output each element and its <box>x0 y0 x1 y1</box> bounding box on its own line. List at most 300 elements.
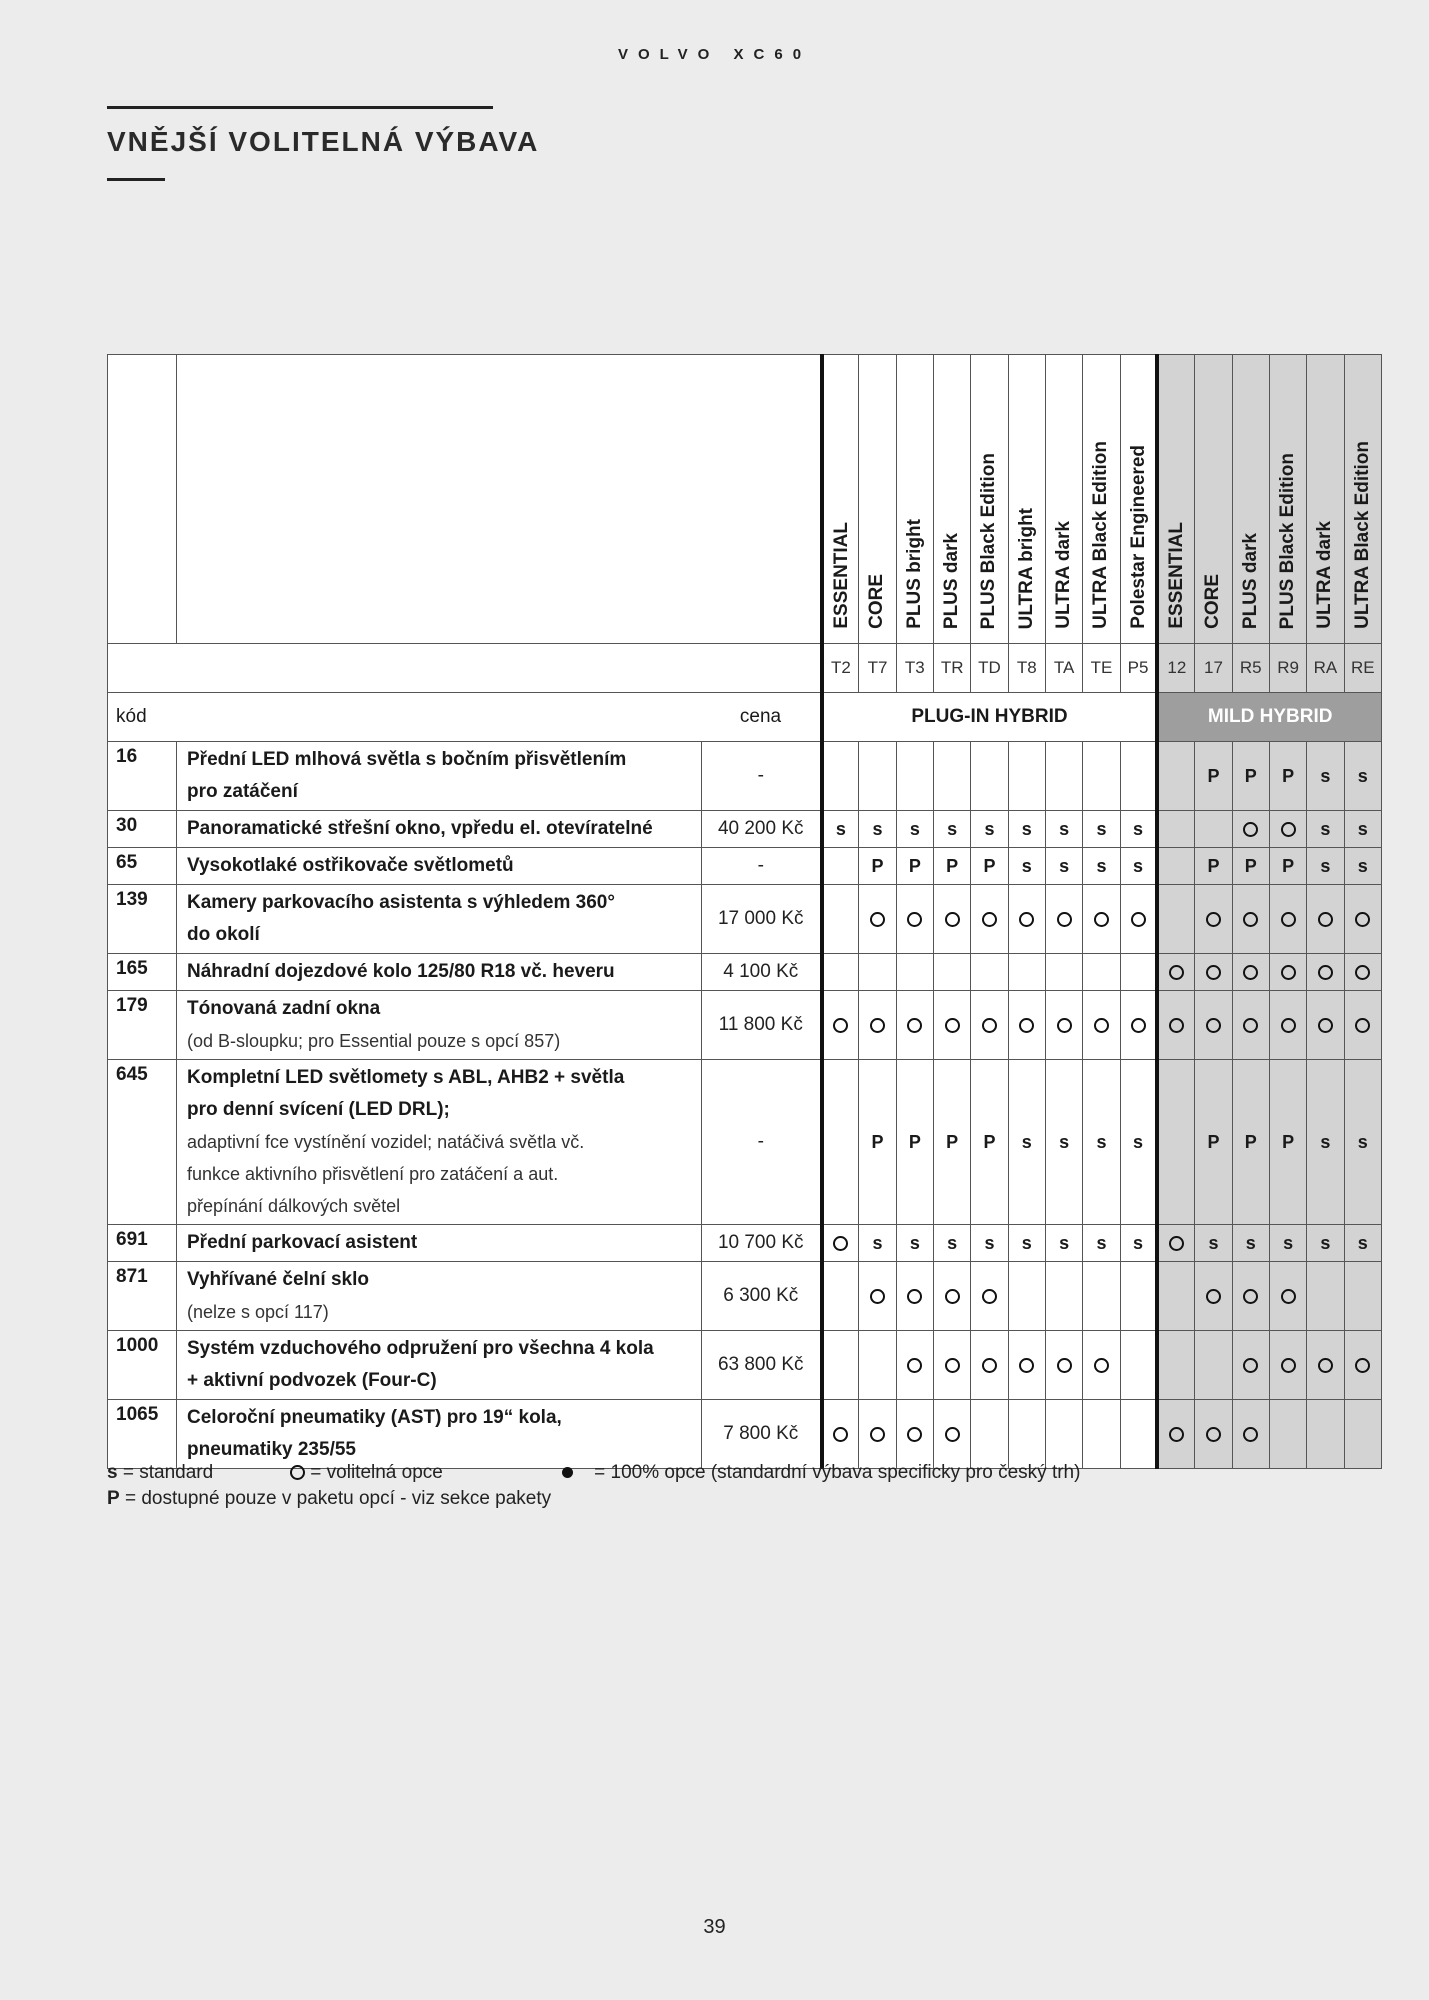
trim-name: ULTRA Black Edition <box>1351 441 1373 629</box>
option-circle-icon <box>1094 1018 1109 1033</box>
availability-cell <box>1083 885 1120 954</box>
option-circle-icon <box>1243 912 1258 927</box>
option-circle-icon <box>907 1018 922 1033</box>
availability-cell <box>1008 991 1045 1060</box>
availability-mark: P <box>1195 848 1232 885</box>
availability-empty <box>971 954 1008 991</box>
availability-mark: s <box>1045 811 1082 848</box>
option-circle-icon <box>290 1465 305 1480</box>
availability-mark: s <box>896 1225 933 1262</box>
availability-mark: s <box>1083 811 1120 848</box>
availability-mark: s <box>971 1225 1008 1262</box>
trim-code: TD <box>971 644 1008 693</box>
availability-empty <box>1083 1400 1120 1469</box>
table-row <box>108 1400 1382 1469</box>
availability-empty <box>1083 742 1120 811</box>
description-line: Systém vzduchového odpružení pro všechna 4 kola <box>187 1338 654 1359</box>
group-mild-hybrid: MILD HYBRID <box>1157 693 1381 742</box>
availability-cell <box>859 885 896 954</box>
description-line: Tónovaná zadní okna <box>187 998 381 1019</box>
trim-code: 17 <box>1195 644 1232 693</box>
description-line: Vysokotlaké ostřikovače světlometů <box>187 855 514 876</box>
availability-cell <box>1269 991 1306 1060</box>
availability-cell <box>933 885 970 954</box>
availability-mark: s <box>859 811 896 848</box>
availability-empty <box>1008 1262 1045 1331</box>
legend-p-text: = dostupné pouze v paketu opcí - viz sekce pakety <box>124 1488 552 1509</box>
availability-cell <box>971 1331 1008 1400</box>
trim-header-11 <box>1232 355 1269 644</box>
availability-mark: s <box>1195 1225 1232 1262</box>
availability-cell <box>1269 1262 1306 1331</box>
trim-code: RE <box>1344 644 1381 693</box>
option-description <box>177 1400 702 1469</box>
option-circle-icon <box>1281 822 1296 837</box>
availability-cell <box>933 1262 970 1331</box>
description-line: Přední LED mlhová světla s bočním přisvětlením <box>187 749 627 770</box>
option-circle-icon <box>1243 1289 1258 1304</box>
availability-cell <box>822 1400 859 1469</box>
option-circle-icon <box>1169 1018 1184 1033</box>
option-circle-icon <box>1281 912 1296 927</box>
description-line: funkce aktivního přisvětlení pro zatáčení a aut. <box>187 1164 559 1184</box>
availability-empty <box>822 848 859 885</box>
availability-empty <box>971 742 1008 811</box>
legend-dot-text: = 100% opce (standardní výbava specificky pro český trh) <box>594 1462 1081 1483</box>
availability-cell <box>1344 991 1381 1060</box>
availability-empty <box>971 1400 1008 1469</box>
availability-cell <box>859 1262 896 1331</box>
option-circle-icon <box>907 1427 922 1442</box>
availability-empty <box>1008 954 1045 991</box>
option-circle-icon <box>833 1427 848 1442</box>
availability-cell <box>1307 991 1344 1060</box>
availability-mark: P <box>859 1060 896 1225</box>
option-description <box>177 1060 702 1225</box>
title-underline <box>107 178 165 181</box>
option-circle-icon <box>1206 1289 1221 1304</box>
availability-cell <box>1232 885 1269 954</box>
trim-header-8 <box>1120 355 1157 644</box>
header-blank-code <box>108 355 177 644</box>
option-circle-icon <box>1169 965 1184 980</box>
availability-mark: s <box>1344 1225 1381 1262</box>
availability-empty <box>1008 1400 1045 1469</box>
availability-mark: P <box>1269 848 1306 885</box>
option-circle-icon <box>1281 1358 1296 1373</box>
option-circle-icon <box>1094 912 1109 927</box>
option-price: 11 800 Kč <box>702 991 822 1060</box>
trim-code: R9 <box>1269 644 1306 693</box>
availability-mark: P <box>1232 848 1269 885</box>
option-code: 645 <box>108 1060 177 1225</box>
option-circle-icon <box>1131 912 1146 927</box>
option-circle-icon <box>1206 1018 1221 1033</box>
availability-mark: P <box>1232 742 1269 811</box>
availability-empty <box>896 954 933 991</box>
availability-empty <box>1120 1262 1157 1331</box>
option-circle-icon <box>833 1236 848 1251</box>
availability-empty <box>1157 1331 1194 1400</box>
availability-cell <box>1120 885 1157 954</box>
option-code: 1065 <box>108 1400 177 1469</box>
availability-empty <box>1157 1060 1194 1225</box>
trim-header-2 <box>896 355 933 644</box>
legend-s-text: = standard <box>122 1462 214 1483</box>
description-line: pneumatiky 235/55 <box>187 1439 356 1460</box>
availability-mark: s <box>1344 811 1381 848</box>
availability-cell <box>1083 991 1120 1060</box>
trim-header-5 <box>1008 355 1045 644</box>
option-price: 7 800 Kč <box>702 1400 822 1469</box>
option-circle-icon <box>1318 1358 1333 1373</box>
legend-p-key: P <box>107 1488 120 1509</box>
availability-mark: s <box>1008 1060 1045 1225</box>
availability-mark: s <box>1083 1225 1120 1262</box>
availability-empty <box>1083 954 1120 991</box>
availability-cell <box>1045 1331 1082 1400</box>
trim-header-12 <box>1269 355 1306 644</box>
page-number: 39 <box>703 1916 726 1938</box>
top-rule <box>107 106 493 109</box>
table-row <box>108 1060 1382 1225</box>
availability-empty <box>1157 742 1194 811</box>
trim-header-10 <box>1195 355 1232 644</box>
option-description <box>177 1225 702 1262</box>
option-circle-icon <box>945 1358 960 1373</box>
option-circle-icon <box>870 912 885 927</box>
option-circle-icon <box>945 1289 960 1304</box>
trim-name: PLUS Black Edition <box>1277 452 1299 629</box>
option-description <box>177 811 702 848</box>
option-circle-icon <box>982 1358 997 1373</box>
availability-mark: s <box>933 1225 970 1262</box>
trim-header-14 <box>1344 355 1381 644</box>
page-title: VNĚJŠÍ VOLITELNÁ VÝBAVA <box>107 126 540 157</box>
availability-cell <box>1157 991 1194 1060</box>
description-line: (od B-sloupku; pro Essential pouze s opcí 857) <box>187 1031 561 1051</box>
availability-mark: s <box>1008 848 1045 885</box>
kod-label: kód <box>116 706 147 727</box>
trim-name: ULTRA dark <box>1053 521 1075 629</box>
trim-header-4 <box>971 355 1008 644</box>
availability-empty <box>1269 1400 1306 1469</box>
option-circle-icon <box>1355 965 1370 980</box>
trim-name: ULTRA Black Edition <box>1090 441 1112 629</box>
trim-name: PLUS bright <box>903 519 925 629</box>
availability-cell <box>1195 991 1232 1060</box>
availability-cell <box>1269 811 1306 848</box>
cena-header-cell <box>702 693 822 742</box>
availability-cell <box>971 1262 1008 1331</box>
availability-empty <box>1307 1400 1344 1469</box>
availability-empty <box>1120 1331 1157 1400</box>
option-description <box>177 991 702 1060</box>
availability-mark: P <box>971 1060 1008 1225</box>
table-row <box>108 1262 1382 1331</box>
trim-header-3 <box>933 355 970 644</box>
availability-mark: s <box>1307 1225 1344 1262</box>
availability-empty <box>1120 954 1157 991</box>
availability-mark: P <box>933 848 970 885</box>
trim-header-9 <box>1157 355 1194 644</box>
table-row <box>108 991 1382 1060</box>
availability-cell <box>1232 811 1269 848</box>
option-code: 16 <box>108 742 177 811</box>
trim-name: ESSENTIAL <box>830 522 852 629</box>
availability-empty <box>1157 1262 1194 1331</box>
option-code: 139 <box>108 885 177 954</box>
availability-mark: s <box>933 811 970 848</box>
availability-mark: P <box>1269 1060 1306 1225</box>
availability-empty <box>1157 848 1194 885</box>
availability-cell <box>896 1331 933 1400</box>
availability-cell <box>1083 1331 1120 1400</box>
availability-cell <box>896 991 933 1060</box>
availability-empty <box>1307 1262 1344 1331</box>
description-line: Přední parkovací asistent <box>187 1232 418 1253</box>
table-row <box>108 954 1382 991</box>
option-circle-icon <box>1355 1358 1370 1373</box>
description-line: přepínání dálkových světel <box>187 1196 401 1216</box>
trim-code: TR <box>933 644 970 693</box>
availability-mark: s <box>1083 848 1120 885</box>
availability-cell <box>1232 991 1269 1060</box>
header-blank-desc <box>177 355 822 644</box>
option-circle-icon <box>1243 965 1258 980</box>
availability-empty <box>822 954 859 991</box>
option-code: 165 <box>108 954 177 991</box>
option-circle-icon <box>1057 1358 1072 1373</box>
availability-mark: P <box>1232 1060 1269 1225</box>
availability-empty <box>933 742 970 811</box>
availability-cell <box>1307 954 1344 991</box>
availability-empty <box>933 954 970 991</box>
availability-empty <box>896 742 933 811</box>
description-line: pro zatáčení <box>187 781 298 802</box>
availability-cell <box>1045 885 1082 954</box>
trim-name: PLUS dark <box>941 532 963 629</box>
option-circle-icon <box>982 1289 997 1304</box>
availability-empty <box>859 742 896 811</box>
description-line: Panoramatické střešní okno, vpředu el. otevíratelné <box>187 818 653 839</box>
availability-empty <box>822 1060 859 1225</box>
option-circle-icon <box>1206 965 1221 980</box>
availability-mark: s <box>1232 1225 1269 1262</box>
availability-cell <box>1269 1331 1306 1400</box>
group-plug-in-hybrid: PLUG-IN HYBRID <box>822 693 1158 742</box>
table-row <box>108 811 1382 848</box>
availability-empty <box>1045 1400 1082 1469</box>
option-circle-icon <box>1057 912 1072 927</box>
availability-cell <box>822 1225 859 1262</box>
availability-empty <box>1157 811 1194 848</box>
kod-header-cell <box>108 693 702 742</box>
availability-cell <box>933 1331 970 1400</box>
availability-empty <box>859 954 896 991</box>
option-circle-icon <box>1057 1018 1072 1033</box>
availability-mark: s <box>1083 1060 1120 1225</box>
availability-cell <box>1008 885 1045 954</box>
availability-cell <box>1045 991 1082 1060</box>
option-circle-icon <box>870 1289 885 1304</box>
brand-header: VOLVO XC60 <box>617 46 812 63</box>
trim-header-1 <box>859 355 896 644</box>
full-dot-icon <box>562 1467 573 1478</box>
availability-cell <box>1232 954 1269 991</box>
availability-empty <box>822 1331 859 1400</box>
option-circle-icon <box>907 1358 922 1373</box>
description-line: + aktivní podvozek (Four-C) <box>187 1370 437 1391</box>
table-row <box>108 742 1382 811</box>
availability-empty <box>1120 742 1157 811</box>
trim-code: T8 <box>1008 644 1045 693</box>
option-circle-icon <box>870 1427 885 1442</box>
availability-cell <box>971 991 1008 1060</box>
availability-empty <box>1083 1262 1120 1331</box>
availability-cell <box>933 991 970 1060</box>
option-circle-icon <box>945 912 960 927</box>
option-circle-icon <box>1243 1358 1258 1373</box>
option-code: 65 <box>108 848 177 885</box>
legend-o-text: = volitelná opce <box>310 1462 443 1483</box>
availability-cell <box>971 885 1008 954</box>
option-price: 4 100 Kč <box>702 954 822 991</box>
availability-cell <box>1232 1262 1269 1331</box>
availability-mark: s <box>1307 1060 1344 1225</box>
trim-header-7 <box>1083 355 1120 644</box>
option-description <box>177 885 702 954</box>
trim-name: CORE <box>1202 574 1224 629</box>
table-row <box>108 1225 1382 1262</box>
option-circle-icon <box>1169 1236 1184 1251</box>
option-price: 6 300 Kč <box>702 1262 822 1331</box>
availability-cell <box>1120 991 1157 1060</box>
availability-cell <box>1008 1331 1045 1400</box>
option-circle-icon <box>1355 912 1370 927</box>
legend-s-key: s <box>107 1462 118 1483</box>
option-price: 63 800 Kč <box>702 1331 822 1400</box>
availability-cell <box>1269 885 1306 954</box>
availability-mark: s <box>1344 848 1381 885</box>
options-table <box>107 354 1382 1469</box>
availability-cell <box>896 885 933 954</box>
availability-mark: P <box>933 1060 970 1225</box>
option-circle-icon <box>982 1018 997 1033</box>
option-code: 1000 <box>108 1331 177 1400</box>
trim-name: ULTRA dark <box>1314 521 1336 629</box>
trim-code: TA <box>1045 644 1082 693</box>
availability-empty <box>1195 811 1232 848</box>
option-circle-icon <box>1318 912 1333 927</box>
trim-header-6 <box>1045 355 1082 644</box>
option-circle-icon <box>1243 822 1258 837</box>
trim-header-13 <box>1307 355 1344 644</box>
availability-cell <box>1195 1400 1232 1469</box>
availability-cell <box>933 1400 970 1469</box>
availability-mark: s <box>1344 742 1381 811</box>
availability-cell <box>1344 954 1381 991</box>
table-row <box>108 1331 1382 1400</box>
availability-mark: s <box>1045 1225 1082 1262</box>
option-price: 17 000 Kč <box>702 885 822 954</box>
option-circle-icon <box>870 1018 885 1033</box>
cena-label: cena <box>739 706 782 727</box>
availability-empty <box>822 742 859 811</box>
option-circle-icon <box>1094 1358 1109 1373</box>
availability-mark: P <box>896 1060 933 1225</box>
availability-mark: s <box>1269 1225 1306 1262</box>
availability-cell <box>859 991 896 1060</box>
availability-cell <box>1195 954 1232 991</box>
trim-code: R5 <box>1232 644 1269 693</box>
availability-mark: s <box>1120 811 1157 848</box>
availability-empty <box>1195 1331 1232 1400</box>
availability-mark: s <box>1120 848 1157 885</box>
table-row <box>108 848 1382 885</box>
description-line: Celoroční pneumatiky (AST) pro 19“ kola, <box>187 1407 562 1428</box>
availability-cell <box>822 991 859 1060</box>
availability-mark: s <box>971 811 1008 848</box>
trim-name: ESSENTIAL <box>1166 522 1188 629</box>
option-circle-icon <box>1281 965 1296 980</box>
availability-mark: s <box>1008 1225 1045 1262</box>
availability-empty <box>1344 1400 1381 1469</box>
trim-name: CORE <box>866 574 888 629</box>
availability-mark: s <box>1045 848 1082 885</box>
option-description <box>177 954 702 991</box>
trim-name: PLUS Black Edition <box>978 452 1000 629</box>
option-circle-icon <box>1281 1018 1296 1033</box>
option-circle-icon <box>982 912 997 927</box>
option-circle-icon <box>1206 1427 1221 1442</box>
option-code: 179 <box>108 991 177 1060</box>
availability-mark: P <box>1269 742 1306 811</box>
option-description <box>177 1262 702 1331</box>
option-price: - <box>702 848 822 885</box>
option-description <box>177 1331 702 1400</box>
option-circle-icon <box>945 1427 960 1442</box>
option-circle-icon <box>1206 912 1221 927</box>
availability-cell <box>1307 885 1344 954</box>
availability-mark: s <box>896 811 933 848</box>
availability-mark: s <box>1008 811 1045 848</box>
description-line: pro denní svícení (LED DRL); <box>187 1099 450 1120</box>
availability-mark: P <box>1195 1060 1232 1225</box>
availability-mark: P <box>971 848 1008 885</box>
option-circle-icon <box>1281 1289 1296 1304</box>
availability-cell <box>1344 1331 1381 1400</box>
availability-mark: s <box>1307 848 1344 885</box>
option-circle-icon <box>1318 1018 1333 1033</box>
description-line: (nelze s opcí 117) <box>187 1302 329 1322</box>
option-circle-icon <box>833 1018 848 1033</box>
option-price: - <box>702 742 822 811</box>
availability-cell <box>1269 954 1306 991</box>
option-circle-icon <box>1019 1358 1034 1373</box>
option-circle-icon <box>907 912 922 927</box>
option-circle-icon <box>1355 1018 1370 1033</box>
option-circle-icon <box>1243 1018 1258 1033</box>
availability-empty <box>859 1331 896 1400</box>
availability-cell <box>896 1262 933 1331</box>
availability-mark: s <box>1120 1060 1157 1225</box>
trim-code: TE <box>1083 644 1120 693</box>
availability-empty <box>1120 1400 1157 1469</box>
trim-code: P5 <box>1120 644 1157 693</box>
availability-cell <box>1232 1331 1269 1400</box>
trim-header-0 <box>822 355 859 644</box>
